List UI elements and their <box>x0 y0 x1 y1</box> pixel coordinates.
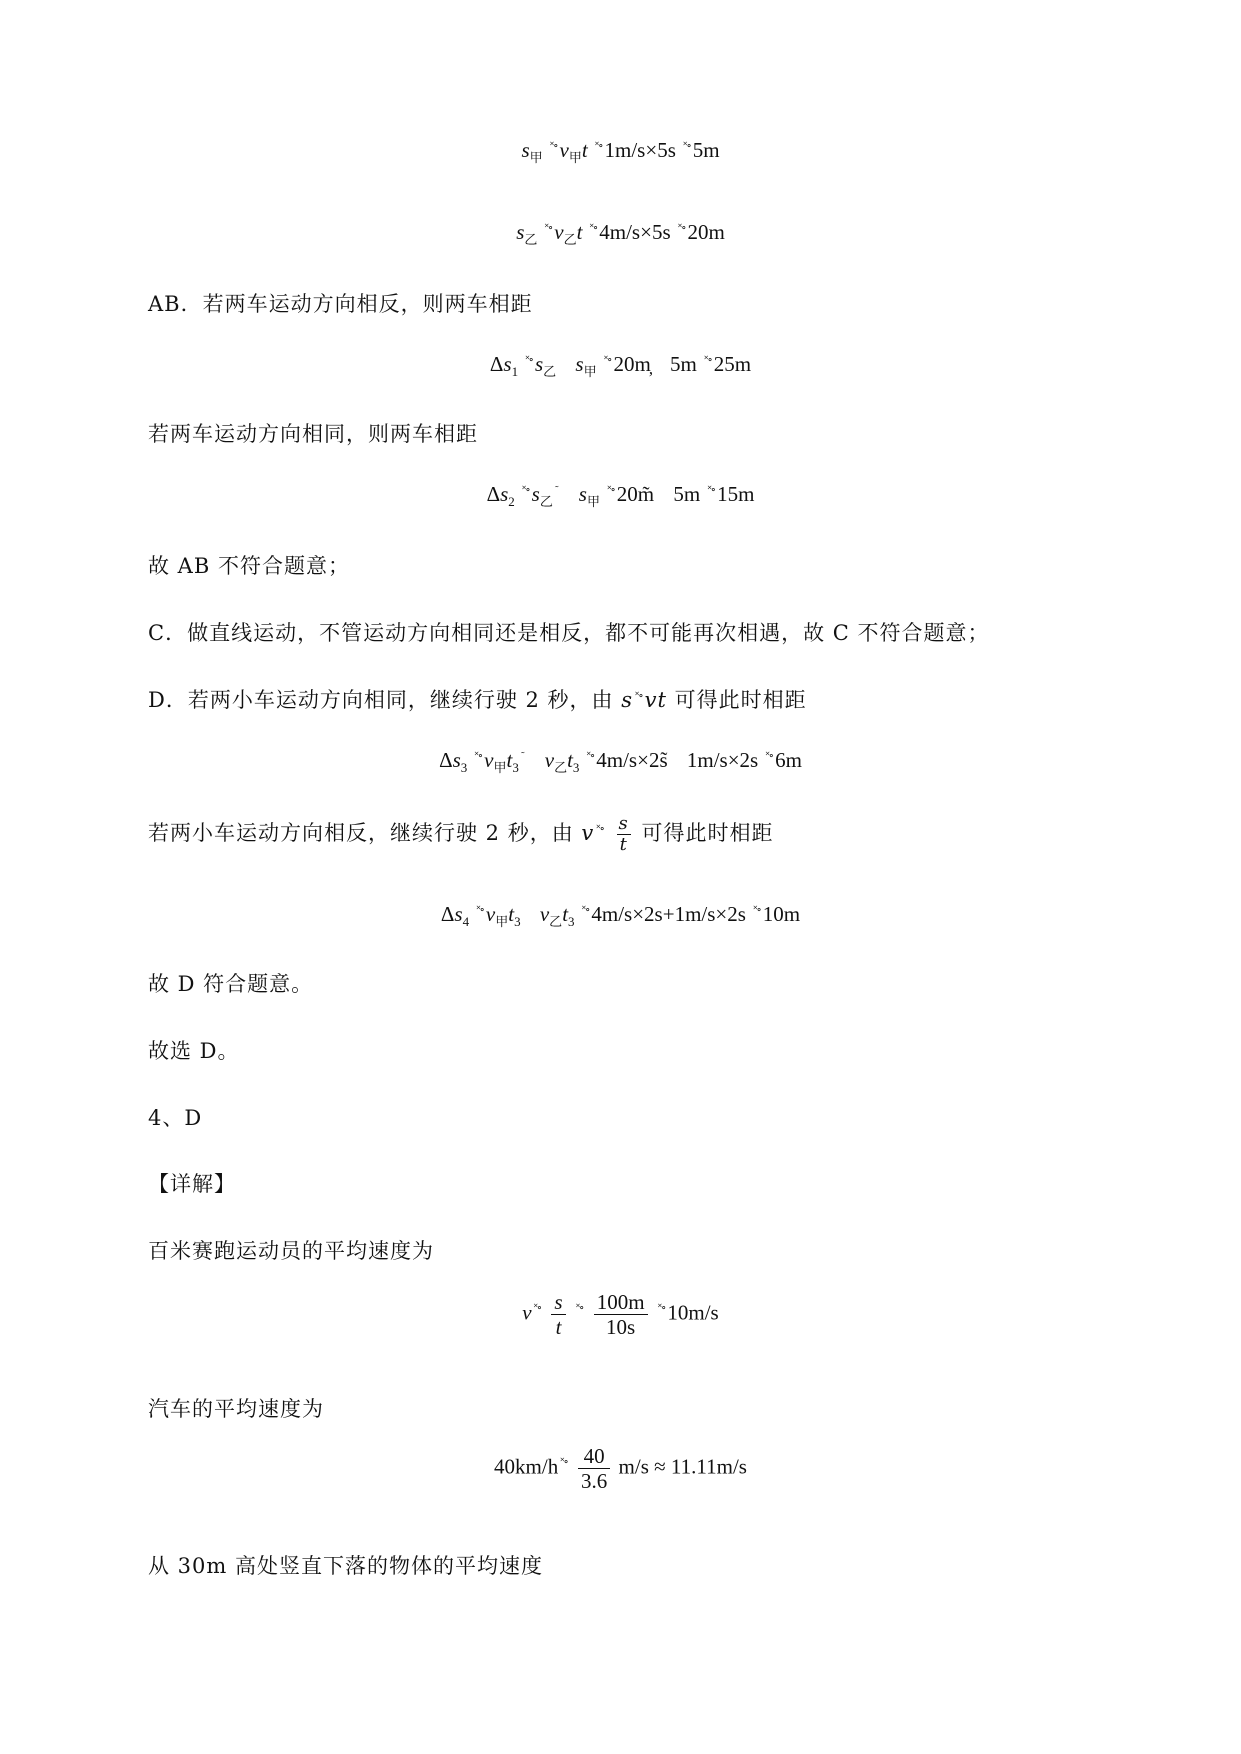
detail-heading: 【详解】 <box>148 1172 236 1196</box>
equation-car-speed: 40km/h ˟∘ $\frac{40}{3.6}$ m/s ≈ 11.11m/s <box>494 1444 747 1493</box>
paragraph-answer: 故选 D。 <box>148 1039 240 1063</box>
question-4-answer: 4、D <box>148 1106 203 1130</box>
paragraph-d-conclusion: 故 D 符合题意。 <box>148 972 314 996</box>
equation-runner-speed: v ˟∘ $\frac{s}{t}$ ˟∘ $\frac{100m}{10s}$ ˟∘10m/s <box>522 1290 719 1339</box>
fraction-100m-over-10s: $\frac{100m}{10s}$ <box>594 1290 648 1339</box>
paragraph-falling-object: 从 30m 高处竖直下落的物体的平均速度 <box>148 1554 543 1578</box>
equation-s-yi: $s_乙$ $^{˟\circ}v_乙t$ ˟∘4m/s×5s ˟∘20m <box>516 220 725 247</box>
paragraph-c: C．做直线运动，不管运动方向相同还是相反，都不可能再次相遇，故 C 不符合题意； <box>148 621 990 645</box>
paragraph-ab: AB．若两车运动方向相反，则两车相距 <box>148 292 533 316</box>
paragraph-car: 汽车的平均速度为 <box>148 1397 324 1421</box>
fraction-s-over-t: $\frac{s}{t}$ <box>551 1290 565 1339</box>
fraction-40-over-3-6: $\frac{40}{3.6}$ <box>578 1444 610 1493</box>
equation-s-jia: $s_甲$ $^{˟\circ}v_甲t$ ˟∘1m/s×5s ˟∘5m <box>521 138 720 165</box>
equation-delta-s4: $\Delta s_4$ $^{˟\circ}v_甲t_3$ $v_乙t_3$ ˟∘4m/s×2s+1m/s×2s ˟∘10m <box>440 902 801 929</box>
paragraph-same-direction: 若两车运动方向相同，则两车相距 <box>148 422 478 446</box>
paragraph-opposite-direction: 若两小车运动方向相反，继续行驶 2 秒，由 v ˟∘ $\frac{s}{t}$ 可得此时相距 <box>148 813 774 855</box>
equation-delta-s2: $\Delta s_2$ $^{˟\circ}s_乙^˜$ $s_甲$ ˟∘20m̃ 5m ˟∘15m <box>486 482 755 509</box>
paragraph-runner: 百米赛跑运动员的平均速度为 <box>148 1239 434 1263</box>
equation-delta-s1: $\Delta s_1$ $^{˟\circ}s_乙$ $s_甲$ ˟∘20m̦ 5m ˟∘25m <box>489 352 752 379</box>
paragraph-d: D．若两小车运动方向相同，继续行驶 2 秒，由 s ˟∘vt 可得此时相距 <box>148 688 807 712</box>
paragraph-ab-conclusion: 故 AB 不符合题意； <box>148 554 350 578</box>
equation-delta-s3: $\Delta s_3$ $^{˟\circ}v_甲t_3^˜$ $v_乙t_3$ ˟∘4m/s×2s̃ 1m/s×2s ˟∘6m <box>439 748 802 775</box>
fraction-s-over-t: $\frac{s}{t}$ <box>618 813 629 855</box>
